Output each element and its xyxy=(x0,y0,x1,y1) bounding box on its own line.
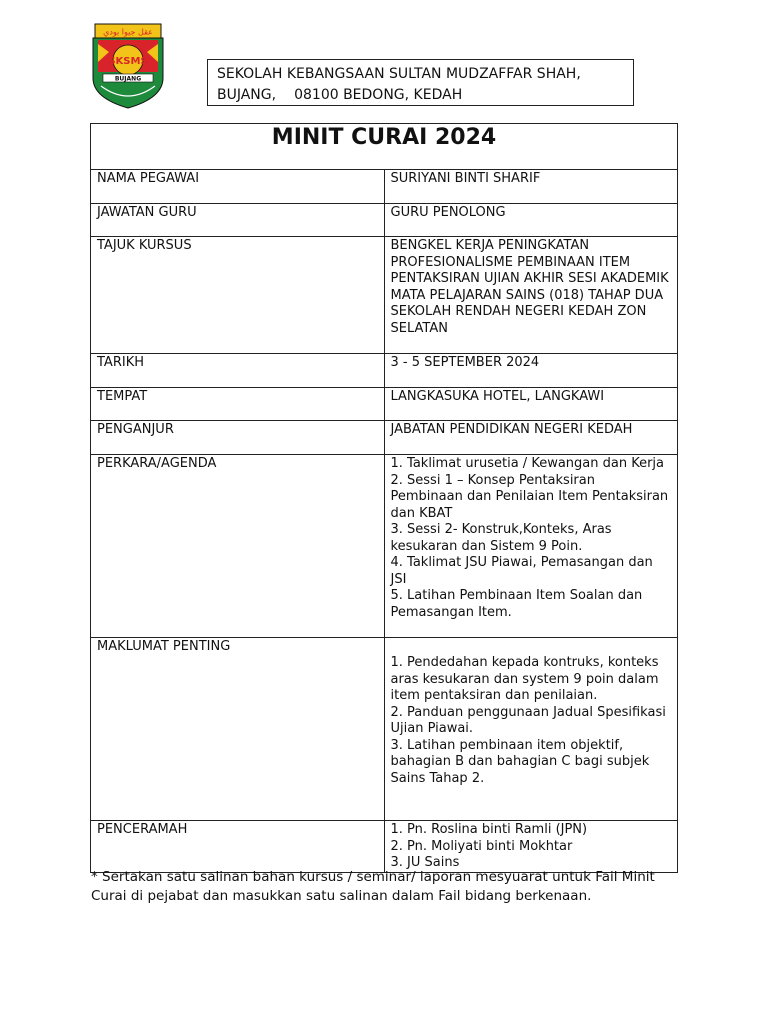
list-item: 3. Latihan pembinaan item objektif, bahagian B dan bahagian C bagi subjek Sains Tahap 2. xyxy=(390,737,650,786)
value-penganjur: JABATAN PENDIDIKAN NEGERI KEDAH xyxy=(384,421,678,455)
label-nama-pegawai: NAMA PEGAWAI xyxy=(91,170,385,204)
value-perkara-agenda xyxy=(384,455,678,638)
list-item: 1. Taklimat urusetia / Kewangan dan Kerja xyxy=(390,456,665,471)
crest-initials: SKSMS xyxy=(108,56,148,67)
crest-banner: BUJANG xyxy=(114,75,142,83)
list-item: 2. Pn. Moliyati binti Mokhtar xyxy=(390,838,573,854)
label-perkara-agenda: PERKARA/AGENDA xyxy=(91,455,385,638)
row-tarikh xyxy=(91,354,678,388)
value-penceramah xyxy=(384,821,678,873)
form-title: MINIT CURAI 2024 xyxy=(91,124,678,170)
value-tempat: LANGKASUKA HOTEL, LANGKAWI xyxy=(384,388,678,421)
school-address-box xyxy=(207,59,634,106)
label-maklumat-penting: MAKLUMAT PENTING xyxy=(91,638,385,821)
row-tajuk-kursus xyxy=(91,237,678,354)
penceramah-list xyxy=(391,822,672,872)
label-tempat: TEMPAT xyxy=(91,388,385,421)
value-jawatan-guru: GURU PENOLONG xyxy=(384,204,678,237)
value-nama-pegawai: SURIYANI BINTI SHARIF xyxy=(384,170,678,204)
list-item: 2. Panduan penggunaan Jadual Spesifikasi Ujian Piawai. xyxy=(390,704,666,736)
row-jawatan-guru xyxy=(91,204,678,237)
school-postcode: 08100 BEDONG, KEDAH xyxy=(294,87,463,103)
list-item: 5. Latihan Pembinaan Item Soalan dan Pemasangan Item. xyxy=(390,588,643,620)
maklumat-list xyxy=(391,639,672,787)
row-perkara-agenda xyxy=(91,455,678,638)
label-penganjur: PENGANJUR xyxy=(91,421,385,455)
crest-motto: عقل جيوا بودي xyxy=(103,27,153,37)
list-item: 3. JU Sains xyxy=(390,855,460,870)
value-tarikh: 3 - 5 SEPTEMBER 2024 xyxy=(384,354,678,388)
school-town: BUJANG, xyxy=(217,87,277,103)
list-item: 1. Pendedahan kepada kontruks, konteks aras kesukaran dan system 9 poin dalam item pentaksiran dan penilaian. xyxy=(390,655,659,703)
school-address xyxy=(217,85,624,106)
row-penceramah xyxy=(91,821,678,873)
value-tajuk-kursus: BENGKEL KERJA PENINGKATAN PROFESIONALISME PEMBINAAN ITEM PENTAKSIRAN UJIAN AKHIR SESI AKADEMIK MATA PELAJARAN SAINS (018) TAHAP DUA SEKOLAH RENDAH NEGERI KEDAH ZON SELATAN xyxy=(384,237,678,354)
school-crest-logo xyxy=(89,22,167,110)
label-jawatan-guru: JAWATAN GURU xyxy=(91,204,385,237)
footnote: * Sertakan satu salinan bahan kursus / seminar/ laporan mesyuarat untuk Fail Minit Curai di pejabat dan masukkan satu salinan dalam Fail bidang berkenaan. xyxy=(91,869,655,904)
label-tajuk-kursus: TAJUK KURSUS xyxy=(91,237,385,354)
list-item: 1. Pn. Roslina binti Ramli (JPN) xyxy=(390,822,588,837)
list-item: 4. Taklimat JSU Piawai, Pemasangan dan JSI xyxy=(390,555,653,587)
row-nama-pegawai xyxy=(91,170,678,204)
label-tarikh: TARIKH xyxy=(91,354,385,388)
label-penceramah: PENCERAMAH xyxy=(91,821,385,873)
list-item: 3. Sessi 2- Konstruk,Konteks, Aras kesukaran dan Sistem 9 Poin. xyxy=(390,522,612,554)
row-tempat xyxy=(91,388,678,421)
row-maklumat-penting xyxy=(91,638,678,821)
school-name: SEKOLAH KEBANGSAAN SULTAN MUDZAFFAR SHAH, xyxy=(217,66,581,82)
list-item: 2. Sessi 1 – Konsep Pentaksiran Pembinaan dan Penilaian Item Pentaksiran dan KBAT xyxy=(390,472,669,521)
value-maklumat-penting xyxy=(384,638,678,821)
row-penganjur xyxy=(91,421,678,455)
title-row xyxy=(91,124,678,170)
agenda-list xyxy=(391,456,672,621)
minit-curai-table xyxy=(90,123,678,873)
